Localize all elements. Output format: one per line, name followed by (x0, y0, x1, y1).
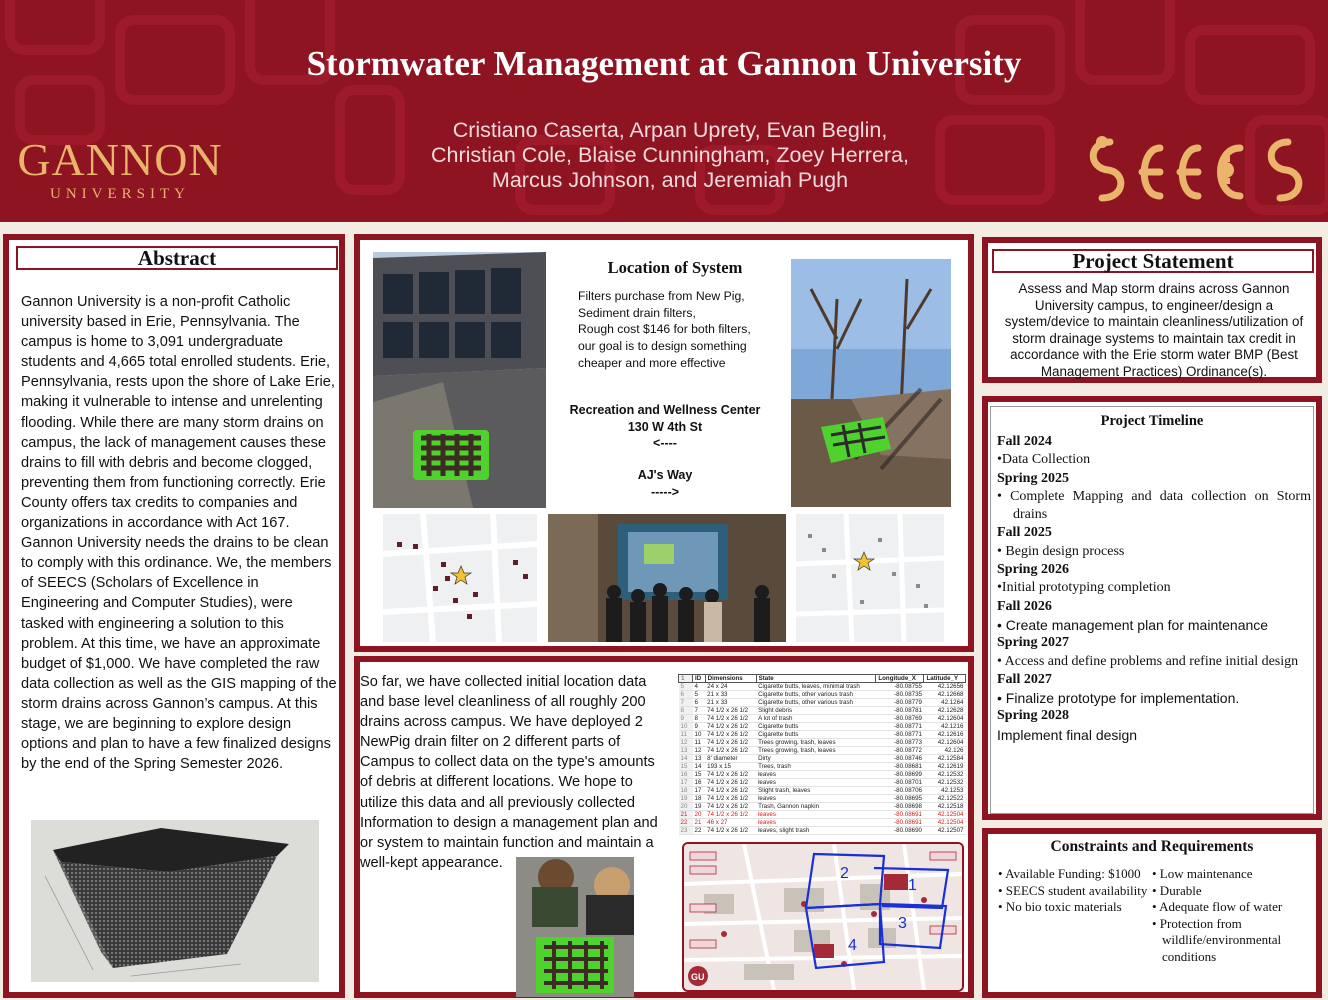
spreadsheet-row (679, 691, 966, 699)
spreadsheet-row (679, 803, 966, 811)
cell-state: Trees growing, trash, leaves (756, 739, 876, 747)
column-header: Longitude_X (876, 675, 924, 683)
cell-dimensions: 74 1/2 x 26 1/2 (705, 707, 756, 715)
cell-id: 5 (693, 691, 706, 699)
cell-longitude: -80.08698 (876, 803, 924, 811)
progress-line: or system to maintain function and maintain a (360, 834, 654, 851)
column-header: State (756, 675, 876, 683)
row-number: 16 (679, 771, 693, 779)
progress-panel (354, 656, 974, 998)
filter-inspection-photo (516, 857, 634, 997)
cell-longitude: -80.08681 (876, 763, 924, 771)
constraint-item: • SEECS student availability (998, 882, 1148, 898)
team-presentation-photo (548, 514, 786, 642)
timeline-year: Spring 2027 (997, 635, 1069, 651)
cell-dimensions: 74 1/2 x 26 1/2 (705, 739, 756, 747)
row-number: 1 (679, 675, 693, 683)
cell-dimensions: 74 1/2 x 26 1/2 (705, 715, 756, 723)
progress-line: Information to design a management plan and (360, 814, 658, 831)
constraint-item: • No bio toxic materials (998, 899, 1122, 915)
project-statement-text: Assess and Map storm drains across Gannon University campus, to engineer/design a system/device to maintain cleanliness/utilization of storm drainage systems to maintain tax credit in accordance with the Erie storm water BMP (Best Management Practices) Ordinance(s). (1004, 281, 1304, 379)
cell-id: 14 (693, 763, 706, 771)
row-number: 11 (679, 731, 693, 739)
cell-latitude: 42.12656 (924, 683, 966, 691)
author-line: Marcus Johnson, and Jeremiah Pugh (491, 168, 849, 192)
logo-sub-text: UNIVERSITY (50, 186, 190, 202)
gannon-university-logo (14, 136, 226, 203)
spreadsheet-row (679, 779, 966, 787)
row-number: 10 (679, 723, 693, 731)
cell-id: 19 (693, 803, 706, 811)
filter-design-render (31, 820, 319, 982)
filter-note-line: Sediment drain filters, (578, 305, 696, 320)
cell-dimensions: 21 x 33 (705, 691, 756, 699)
cell-longitude: -80.08772 (876, 747, 924, 755)
row-number: 5 (679, 683, 693, 691)
cell-state: leaves, slight trash (756, 827, 876, 835)
timeline-task: • Create management plan for maintenance (997, 616, 1269, 633)
cell-id: 22 (693, 827, 706, 835)
row-number: 20 (679, 803, 693, 811)
cell-longitude: -80.08706 (876, 787, 924, 795)
location-panel (354, 234, 974, 652)
cell-id: 16 (693, 779, 706, 787)
abstract-text: Gannon University is a non-profit Catholic university based in Erie, Pennsylvania. The campus is home to 3,091 undergraduate students and 4,665 total enrolled students. Erie, Pennsylvania, rests upon the shore of Lake Erie, making it vulnerable to intense and unrelenting flooding. While there are many storm drains on campus, the lack of management causes these drains to fill with debris and become clogged, preventing them from functioning correctly. Erie County offers tax credits to companies and organizations in accordance with Act 167. Gannon University needs the drains to be clean to comply with this ordinance. We, the members of SEECS (Scholars of Excellence in Engineering and Computer Studies), were tasked with engineering a solution to this problem. At this time, we have an approximate budget of $1,000. We have completed the raw data collection as well as the GIS mapping of the storm drains across Gannon’s campus. At this stage, we are beginning to explore design options and plan to have a few finalized designs by the end of the Spring Semester 2026. (21, 294, 337, 773)
abstract-panel (3, 234, 345, 998)
row-number: 15 (679, 763, 693, 771)
cell-id: 4 (693, 683, 706, 691)
cell-longitude: -80.08691 (876, 811, 924, 819)
cell-state: Cigarette butts, other various trash (756, 691, 876, 699)
author-line: Cristiano Caserta, Arpan Uprety, Evan Beglin, (452, 118, 888, 142)
timeline-task: Implement final design (997, 726, 1138, 743)
cell-dimensions: 74 1/2 x 26 1/2 (705, 827, 756, 835)
cell-dimensions: 74 1/2 x 26 1/2 (705, 731, 756, 739)
cell-id: 6 (693, 699, 706, 707)
cell-latitude: 42.12518 (924, 803, 966, 811)
cell-state: Trash, Gannon napkin (756, 803, 876, 811)
spreadsheet-row (679, 683, 966, 691)
campus-zone-map (682, 842, 964, 992)
cell-latitude: 42.12616 (924, 731, 966, 739)
cell-state: leaves (756, 779, 876, 787)
right-arrow: -----> (650, 485, 680, 499)
project-statement-panel (982, 237, 1322, 383)
location-heading: Location of System (607, 258, 743, 277)
cell-longitude: -80.08771 (876, 723, 924, 731)
zone-label: 3 (898, 915, 907, 932)
cell-dimensions: 74 1/2 x 26 1/2 (705, 787, 756, 795)
row-number: 18 (679, 787, 693, 795)
cell-latitude: 42.1253 (924, 787, 966, 795)
progress-line: NewPig drain filter on 2 different parts of (360, 734, 621, 751)
cell-longitude: -80.08779 (876, 699, 924, 707)
timeline-task: •Initial prototyping completion (997, 580, 1171, 596)
cell-id: 12 (693, 747, 706, 755)
filter-purchase-note (578, 288, 768, 372)
drain-data-spreadsheet (678, 674, 966, 838)
cell-latitude: 42.12619 (924, 763, 966, 771)
row-number: 22 (679, 819, 693, 827)
spreadsheet-row (679, 771, 966, 779)
zone-label: 4 (848, 937, 857, 954)
cell-longitude: -80.08781 (876, 707, 924, 715)
zone-label: 1 (908, 877, 917, 894)
site-map-two (796, 514, 944, 642)
progress-line: Campus to collect data on the type's amounts (360, 754, 655, 771)
spreadsheet-row (679, 763, 966, 771)
filter-note-line: our goal is to design something (578, 339, 747, 354)
gu-badge: GU (691, 972, 705, 982)
spreadsheet-row (679, 699, 966, 707)
timeline-year: Fall 2026 (997, 598, 1052, 614)
cell-longitude: -80.08701 (876, 779, 924, 787)
cell-state: Cigarette butts (756, 723, 876, 731)
timeline-frame (990, 406, 1314, 814)
row-number: 8 (679, 707, 693, 715)
constraints-panel (982, 828, 1322, 998)
cell-longitude: -80.08699 (876, 771, 924, 779)
cell-dimensions: 193 x 15 (705, 763, 756, 771)
spreadsheet-row (679, 707, 966, 715)
row-number: 9 (679, 715, 693, 723)
requirement-item: • Durable (1152, 882, 1202, 898)
cell-latitude: 42.1264 (924, 699, 966, 707)
spreadsheet-row (679, 747, 966, 755)
timeline-task: • Access and define problems and refine initial design (997, 653, 1299, 669)
spreadsheet-row (679, 731, 966, 739)
timeline-year: Fall 2027 (997, 671, 1052, 687)
cell-dimensions: 74 1/2 x 26 1/2 (705, 803, 756, 811)
cell-id: 20 (693, 811, 706, 819)
timeline-year: Spring 2028 (997, 708, 1069, 724)
row-number: 6 (679, 691, 693, 699)
cell-latitude: 42.12507 (924, 827, 966, 835)
requirement-item: • Adequate flow of water (1152, 899, 1283, 915)
row-number: 19 (679, 795, 693, 803)
filter-note-line: Rough cost $146 for both filters, (578, 322, 751, 337)
cell-state: Trees, trash (756, 763, 876, 771)
cell-dimensions: 74 1/2 x 26 1/2 (705, 811, 756, 819)
cell-longitude: -80.08695 (876, 795, 924, 803)
author-list (400, 118, 940, 193)
spreadsheet-row (679, 739, 966, 747)
constraint-item: • Available Funding: $1000 (998, 866, 1141, 881)
cell-state: Slight debris (756, 707, 876, 715)
cell-state: Slight trash, leaves (756, 787, 876, 795)
cell-id: 8 (693, 715, 706, 723)
cell-latitude: 42.126 (924, 747, 966, 755)
row-number: 23 (679, 827, 693, 835)
timeline-year: Fall 2025 (997, 525, 1052, 541)
cell-id: 18 (693, 795, 706, 803)
cell-id: 13 (693, 755, 706, 763)
project-statement-heading: Project Statement (992, 249, 1314, 273)
timeline-task: • Begin design process (997, 543, 1125, 559)
cell-id: 9 (693, 723, 706, 731)
timeline-task: •Data Collection (997, 452, 1091, 468)
poster-title: Stormwater Management at Gannon University (306, 44, 1022, 83)
cell-id: 11 (693, 739, 706, 747)
cell-latitude: 42.12532 (924, 779, 966, 787)
spreadsheet-row (679, 819, 966, 827)
cell-id: 10 (693, 731, 706, 739)
filter-note-line: cheaper and more effective (578, 355, 726, 370)
logo-main-text: GANNON (17, 134, 223, 185)
timeline-heading: Project Timeline (1100, 413, 1204, 429)
requirement-item: • Protection from wildlife/environmental conditions (1152, 915, 1282, 964)
spreadsheet-row (679, 827, 966, 835)
site-map-one (383, 514, 537, 642)
cell-state: Cigarette butts, other various trash (756, 699, 876, 707)
timeline-task: • Finalize prototype for implementation. (997, 690, 1240, 707)
column-header: ID (693, 675, 706, 683)
row-number: 7 (679, 699, 693, 707)
cell-dimensions: 74 1/2 x 26 1/2 (705, 795, 756, 803)
rec-center-drain-photo (373, 252, 546, 508)
requirement-item: • Low maintenance (1152, 866, 1253, 881)
cell-dimensions: 8' diameter (705, 755, 756, 763)
cell-latitude: 42.12532 (924, 771, 966, 779)
poster-header (0, 0, 1328, 222)
cell-state: Cigarette butts (756, 731, 876, 739)
ajs-way-drain-photo (791, 259, 951, 507)
cell-longitude: -80.08735 (876, 691, 924, 699)
site-two-name: AJ's Way (637, 468, 693, 482)
cell-latitude: 42.12504 (924, 811, 966, 819)
spreadsheet-row (679, 787, 966, 795)
cell-id: 15 (693, 771, 706, 779)
cell-state: leaves (756, 819, 876, 827)
spreadsheet-header-row (679, 675, 966, 683)
cell-dimensions: 74 1/2 x 26 1/2 (705, 747, 756, 755)
constraints-heading: Constraints and Requirements (1050, 838, 1254, 855)
spreadsheet-row (679, 715, 966, 723)
progress-line: and base level cleanliness of all roughly 200 (360, 694, 646, 711)
cell-latitude: 42.12584 (924, 755, 966, 763)
timeline-year: Spring 2026 (997, 562, 1069, 578)
row-number: 14 (679, 755, 693, 763)
progress-line: drains across campus. We have deployed 2 (360, 714, 643, 731)
cell-longitude: -80.08755 (876, 683, 924, 691)
timeline-task: • Complete Mapping and data collection on Storm drains (997, 488, 1311, 523)
row-number: 17 (679, 779, 693, 787)
cell-dimensions: 21 x 33 (705, 699, 756, 707)
cell-longitude: -80.08746 (876, 755, 924, 763)
timeline-year: Fall 2024 (997, 434, 1052, 449)
cell-id: 17 (693, 787, 706, 795)
progress-line: utilize this data and all previously collected (360, 794, 636, 811)
seecs-logo (1080, 130, 1310, 210)
cell-longitude: -80.08690 (876, 827, 924, 835)
cell-latitude: 42.12628 (924, 707, 966, 715)
timeline-year: Spring 2025 (997, 470, 1069, 486)
progress-text (360, 672, 682, 873)
constraints-left-list (998, 866, 1148, 916)
progress-line: So far, we have collected initial location data (360, 674, 647, 690)
row-number: 13 (679, 747, 693, 755)
cell-id: 21 (693, 819, 706, 827)
spreadsheet-row (679, 723, 966, 731)
project-timeline-panel (982, 396, 1322, 820)
cell-latitude: 42.1216 (924, 723, 966, 731)
cell-dimensions: 74 1/2 x 26 1/2 (705, 779, 756, 787)
site-one-name: Recreation and Wellness Center (569, 403, 761, 417)
cell-state: Cigarette butts, leaves, minimal trash (756, 683, 876, 691)
cell-longitude: -80.08773 (876, 739, 924, 747)
timeline-list (997, 433, 1311, 744)
progress-line: well-kept appearance. (360, 854, 503, 871)
left-arrow: <---- (653, 436, 677, 450)
cell-state: leaves (756, 795, 876, 803)
cell-state: leaves (756, 771, 876, 779)
cell-dimensions: 46 x 27 (705, 819, 756, 827)
zone-label: 2 (840, 865, 849, 882)
cell-latitude: 42.12604 (924, 715, 966, 723)
abstract-heading: Abstract (16, 246, 338, 270)
cell-latitude: 42.12522 (924, 795, 966, 803)
spreadsheet-row (679, 811, 966, 819)
cell-dimensions: 74 1/2 x 26 1/2 (705, 723, 756, 731)
cell-latitude: 42.12668 (924, 691, 966, 699)
cell-state: Trees growing, trash, leaves (756, 747, 876, 755)
column-header: Dimensions (705, 675, 756, 683)
progress-line: of debris at different locations. We hope to (360, 774, 633, 791)
cell-latitude: 42.12604 (924, 739, 966, 747)
cell-id: 7 (693, 707, 706, 715)
site-one-address: 130 W 4th St (627, 419, 703, 434)
author-line: Christian Cole, Blaise Cunningham, Zoey Herrera, (431, 143, 909, 167)
row-number: 21 (679, 811, 693, 819)
cell-longitude: -80.08771 (876, 731, 924, 739)
column-header: Latitude_Y (924, 675, 966, 683)
cell-state: Dirty (756, 755, 876, 763)
cell-state: A lot of trash (756, 715, 876, 723)
cell-longitude: -80.08691 (876, 819, 924, 827)
site-one-label (560, 402, 770, 435)
filter-note-line: Filters purchase from New Pig, (578, 289, 745, 303)
cell-state: leaves (756, 811, 876, 819)
cell-longitude: -80.08769 (876, 715, 924, 723)
constraints-right-list (1152, 866, 1312, 966)
cell-latitude: 42.12504 (924, 819, 966, 827)
row-number: 12 (679, 739, 693, 747)
cell-dimensions: 24 x 24 (705, 683, 756, 691)
spreadsheet-row (679, 755, 966, 763)
spreadsheet-row (679, 795, 966, 803)
cell-dimensions: 74 1/2 x 26 1/2 (705, 771, 756, 779)
